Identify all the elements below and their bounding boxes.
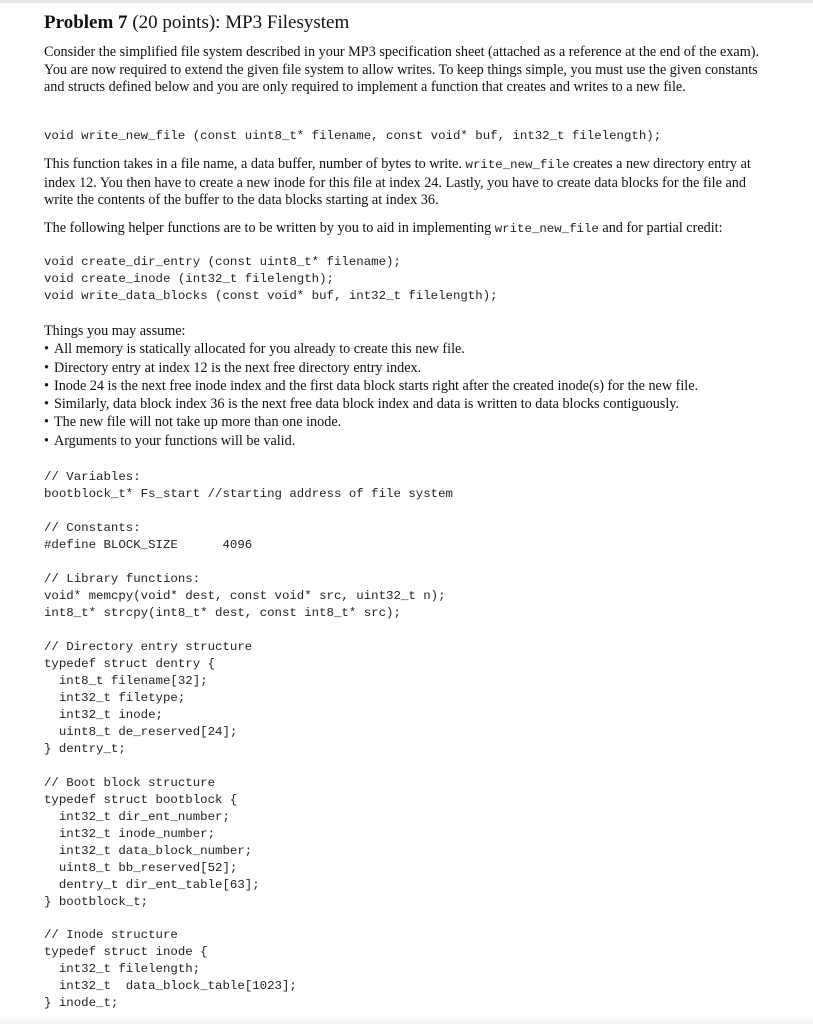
code-dentry-struct — [44, 639, 252, 758]
code-line: int32_t inode_number; — [44, 827, 216, 841]
helpers-intro — [44, 220, 774, 239]
code-line: #define BLOCK_SIZE 4096 — [44, 538, 253, 552]
code-line: int32_t filetype; — [44, 691, 186, 705]
code-line: bootblock_t* Fs_start //starting address of file system — [44, 487, 453, 501]
code-library — [44, 571, 446, 622]
assumptions-title: Things you may assume: — [44, 323, 186, 339]
bottom-edge — [0, 1016, 813, 1024]
problem-title — [44, 10, 774, 36]
description-part2: creates a new directory entry at index 12. You then have to create a new inode for this file at index 24. Lastly, you have to create data blocks for the file and write the contents of the buffer to the data blocks starting at index 36. — [44, 156, 751, 208]
helpers-intro-func: write_new_file — [494, 222, 599, 236]
code-line: int32_t data_block_table[1023]; — [44, 979, 297, 993]
code-line: dentry_t dir_ent_table[63]; — [44, 878, 260, 892]
exam-page — [44, 10, 774, 1010]
code-line: int32_t filelength; — [44, 962, 201, 976]
code-line: int32_t inode; — [44, 708, 163, 722]
helpers-intro-part2: and for partial credit: — [602, 220, 723, 236]
code-line: uint8_t de_reserved[24]; — [44, 725, 238, 739]
code-line: void* memcpy(void* dest, const void* src, uint32_t n); — [44, 589, 446, 603]
code-line: // Library functions: — [44, 572, 201, 586]
code-line: int32_t dir_ent_number; — [44, 810, 230, 824]
problem-points: (20 points): MP3 Filesystem — [132, 12, 350, 33]
assumption-item: • All memory is statically allocated for you already to create this new file. — [44, 340, 774, 358]
assumption-item: • Similarly, data block index 36 is the next free data block index and data is written to data blocks contiguously. — [44, 395, 774, 413]
assumptions-section — [44, 322, 774, 450]
intro-paragraph: Consider the simplified file system described in your MP3 specification sheet (attached as a reference at the end of the exam). You are now required to extend the given file system to allow writes. To keep things simple, you must use the given constants and structs defined below and you are only required to implement a function that creates and writes to a new file. — [44, 44, 760, 95]
assumptions-list — [44, 340, 774, 450]
code-line: // Constants: — [44, 521, 141, 535]
code-line: typedef struct bootblock { — [44, 793, 238, 807]
code-bootblock-struct — [44, 775, 260, 911]
function-signature: void write_new_file (const uint8_t* filename, const void* buf, int32_t filelength); — [44, 129, 662, 143]
description-paragraph — [44, 156, 774, 210]
helper-line: void create_dir_entry (const uint8_t* filename); — [44, 255, 401, 269]
code-line: typedef struct dentry { — [44, 657, 216, 671]
code-variables — [44, 469, 453, 503]
code-constants — [44, 520, 252, 554]
description-part1: This function takes in a file name, a data buffer, number of bytes to write. — [44, 156, 462, 172]
problem-label: Problem 7 — [44, 12, 128, 33]
description-func: write_new_file — [465, 158, 570, 172]
code-line: } bootblock_t; — [44, 895, 149, 909]
code-line: int32_t data_block_number; — [44, 844, 253, 858]
assumption-item: • Directory entry at index 12 is the next free directory entry index. — [44, 359, 774, 377]
assumption-item: • Inode 24 is the next free inode index and the first data block starts right after the created inode(s) for the new file. — [44, 377, 774, 395]
code-inode-struct — [44, 927, 297, 1012]
code-line: int8_t* strcpy(int8_t* dest, const int8_t* src); — [44, 606, 401, 620]
code-line: // Variables: — [44, 470, 141, 484]
code-line: int8_t filename[32]; — [44, 674, 208, 688]
helpers-intro-part1: The following helper functions are to be written by you to aid in implementing — [44, 220, 492, 236]
code-line: typedef struct inode { — [44, 945, 208, 959]
helper-line: void write_data_blocks (const void* buf, int32_t filelength); — [44, 289, 498, 303]
code-line: // Boot block structure — [44, 776, 216, 790]
code-line: // Inode structure — [44, 928, 178, 942]
code-line: } inode_t; — [44, 996, 119, 1010]
code-line: } dentry_t; — [44, 742, 126, 756]
top-border — [0, 0, 813, 3]
helper-functions — [44, 254, 498, 305]
assumption-item: • Arguments to your functions will be valid. — [44, 432, 774, 450]
code-line: // Directory entry structure — [44, 640, 253, 654]
helper-line: void create_inode (int32_t filelength); — [44, 272, 334, 286]
assumption-item: • The new file will not take up more than one inode. — [44, 413, 774, 431]
code-line: uint8_t bb_reserved[52]; — [44, 861, 238, 875]
